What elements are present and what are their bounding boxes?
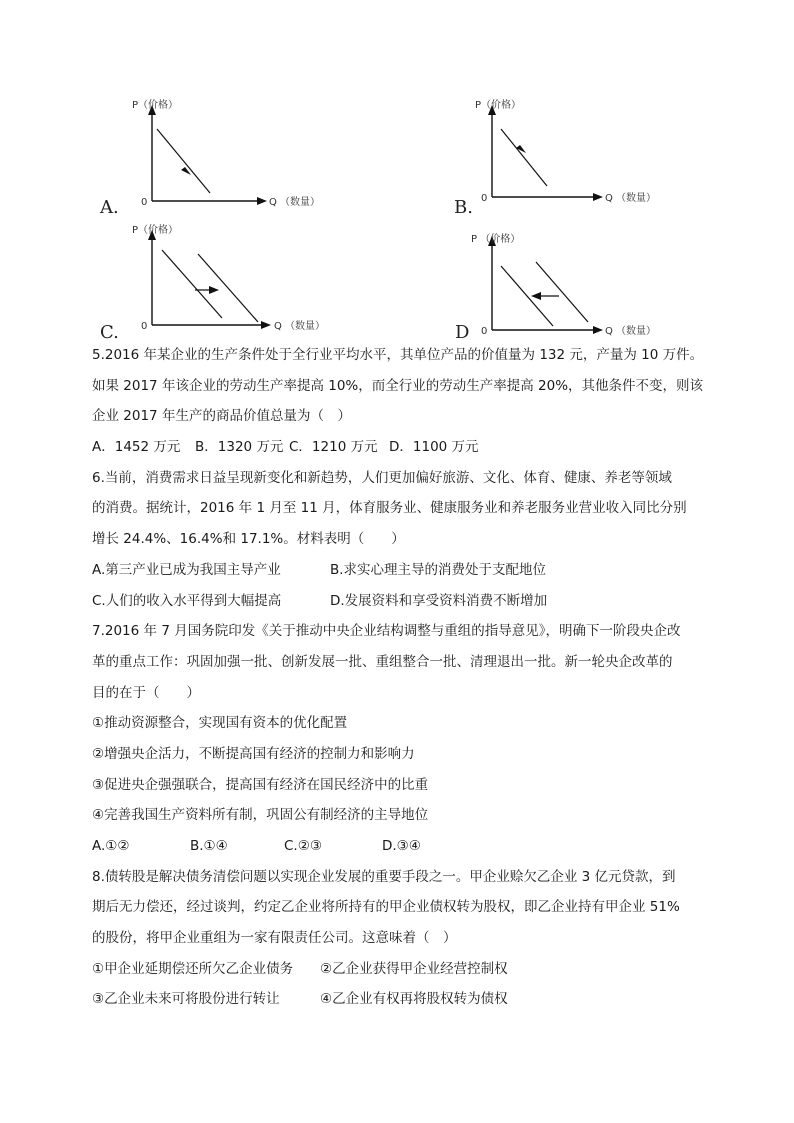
option-c[interactable]: C.②③ <box>284 838 322 854</box>
q-axis-arrow <box>257 197 267 205</box>
option-a[interactable]: A．1452 万元 <box>92 439 181 456</box>
option-d[interactable]: D.发展资料和享受资料消费不断增加 <box>330 592 548 609</box>
demand-curve-original <box>162 250 222 318</box>
statement-item: ②乙企业获得甲企业经营控制权 <box>320 960 508 977</box>
demand-curve-original <box>536 262 588 322</box>
graph-option-b <box>449 97 689 222</box>
statement-item: ①推动资源整合，实现国有资本的优化配置 <box>92 715 348 732</box>
question-stem-line: 增长 24.4%、16.4%和 17.1%。材料表明（ ） <box>92 531 405 548</box>
option-c[interactable]: C．1210 万元 <box>289 439 378 456</box>
question-list <box>92 340 722 1015</box>
option-b[interactable]: B.①④ <box>190 838 228 854</box>
option-b[interactable]: B.求实心理主导的消费处于支配地位 <box>330 561 547 578</box>
demand-curve-graph <box>449 97 689 222</box>
question-6 <box>92 463 722 616</box>
option-a[interactable]: A.①② <box>92 838 130 854</box>
q-axis-arrow <box>593 326 603 334</box>
statement-item: ③乙企业未来可将股份进行转让 <box>92 991 280 1008</box>
graph-option-c <box>95 222 345 347</box>
answer-options <box>92 586 722 617</box>
origin-label: 0 <box>481 326 488 337</box>
option-letter: A. <box>100 197 119 218</box>
option-d[interactable]: D.③④ <box>382 838 421 854</box>
option-d[interactable]: D．1100 万元 <box>389 439 479 456</box>
question-stem-line: 的消费。据统计，2016 年 1 月至 11 月，体育服务业、健康服务业和养老服务业营业收入同比分别 <box>92 500 687 517</box>
q-axis-label: Q （数量） <box>605 193 657 204</box>
question-7 <box>92 616 722 862</box>
option-letter: B. <box>454 197 473 218</box>
graph-option-a <box>95 97 335 222</box>
answer-options <box>92 555 722 586</box>
statement-row <box>92 954 722 985</box>
q-axis-label: Q （数量） <box>605 326 657 337</box>
option-c[interactable]: C.人们的收入水平得到大幅提高 <box>92 592 282 609</box>
shift-left-arrow-icon <box>531 292 541 300</box>
question-stem-line: 6.当前，消费需求日益呈现新变化和新趋势，人们更加偏好旅游、文化、体育、健康、养老等领域 <box>92 469 672 486</box>
option-b[interactable]: B．1320 万元 <box>195 439 284 456</box>
statement-item: ④完善我国生产资料所有制，巩固公有制经济的主导地位 <box>92 807 429 824</box>
statement-item: ③促进央企强强联合，提高国有经济在国民经济中的比重 <box>92 776 429 793</box>
origin-label: 0 <box>141 321 148 332</box>
answer-options <box>92 831 722 862</box>
question-stem-line: 企业 2017 年生产的商品价值总量为（ ） <box>92 408 351 425</box>
statement-item: ①甲企业延期偿还所欠乙企业债务 <box>92 960 294 977</box>
q-axis-arrow <box>261 321 271 329</box>
q-axis-label: Q （数量） <box>269 197 321 208</box>
question-stem-line: 的股份，将甲企业重组为一家有限责任公司。这意味着（ ） <box>92 930 457 947</box>
question-stem-line: 8.债转股是解决债务清偿问题以实现企业发展的重要手段之一。甲企业赊欠乙企业 3 亿元贷款，到 <box>92 868 676 885</box>
p-axis-label: P（价格） <box>475 100 522 111</box>
demand-curve-shifted <box>198 254 258 322</box>
question-5 <box>92 340 722 463</box>
demand-curve-graph <box>95 97 335 222</box>
option-letter: D <box>455 322 470 343</box>
question-stem-line: 革的重点工作：巩固加强一批、创新发展一批、重组整合一批、清理退出一批。新一轮央企改革的 <box>92 653 673 670</box>
q-axis-label: Q （数量） <box>274 321 326 332</box>
question-8 <box>92 862 722 1015</box>
option-letter: C. <box>100 322 119 343</box>
graph-option-d <box>449 230 699 345</box>
origin-label: 0 <box>141 197 148 208</box>
p-axis-label: P （价格） <box>471 234 521 245</box>
q-axis-arrow <box>593 193 603 201</box>
demand-curve <box>157 129 210 193</box>
origin-label: 0 <box>481 193 488 204</box>
question-stem-line: 期后无力偿还，经过谈判，约定乙企业将所持有的甲企业债权转为股权，即乙企业持有甲企业 51% <box>92 899 680 916</box>
statement-row <box>92 984 722 1015</box>
demand-shift-graph <box>95 222 345 347</box>
question-stem-line: 5.2016 年某企业的生产条件处于全行业平均水平，其单位产品的价值量为 132 元，产量为 10 万件。 <box>92 347 704 363</box>
statement-item: ②增强央企活力，不断提高国有经济的控制力和影响力 <box>92 745 415 762</box>
p-axis-label: P（价格） <box>132 225 179 236</box>
question-stem-line: 如果 2017 年该企业的劳动生产率提高 10%，而全行业的劳动生产率提高 20%，其他条件不变，则该 <box>92 377 704 394</box>
p-axis-label: P（价格） <box>132 100 179 111</box>
answer-options <box>92 432 722 463</box>
demand-curve <box>501 129 547 186</box>
statement-item: ④乙企业有权再将股权转为债权 <box>320 991 508 1008</box>
question-stem-line: 7.2016 年 7 月国务院印发《关于推动中央企业结构调整与重组的指导意见》，明确下一阶段央企改 <box>92 623 681 640</box>
shift-right-arrow-icon <box>209 286 219 294</box>
option-a[interactable]: A.第三产业已成为我国主导产业 <box>92 561 281 578</box>
question-stem-line: 目的在于（ ） <box>92 684 200 701</box>
demand-shift-graph <box>449 230 699 345</box>
